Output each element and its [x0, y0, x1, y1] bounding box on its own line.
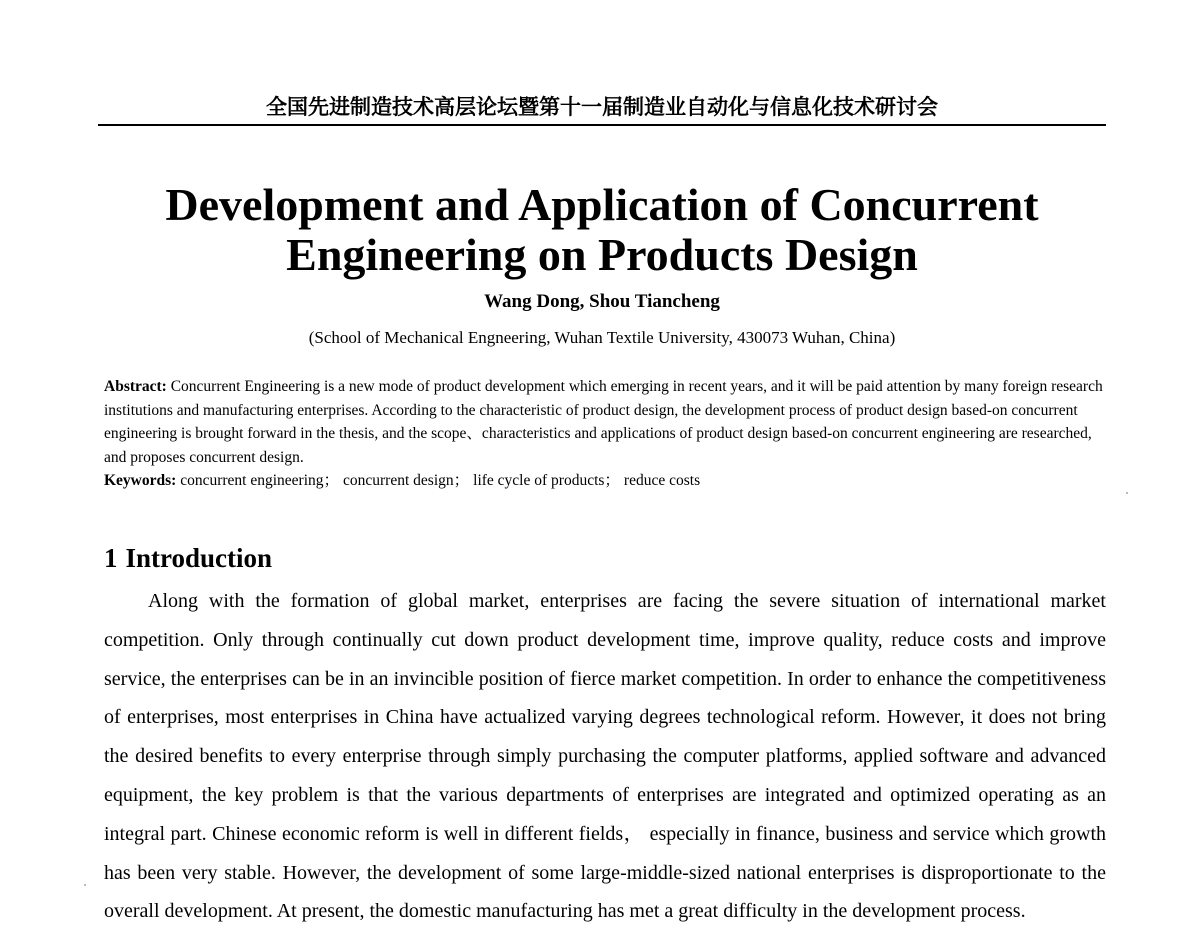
- keyword-item: reduce costs: [623, 472, 701, 489]
- keyword-item: concurrent engineering；: [180, 472, 340, 489]
- keyword-item: concurrent design；: [343, 472, 470, 489]
- affiliation: (School of Mechanical Engneering, Wuhan Textile University, 430073 Wuhan, China): [308, 328, 896, 347]
- conference-header: 全国先进制造技术高层论坛暨第十一届制造业自动化与信息化技术研讨会: [266, 95, 938, 119]
- title-line-1: Development and Application of Concurrent: [165, 179, 1039, 230]
- title-line-2: Engineering on Products Design: [286, 229, 918, 280]
- abstract-paragraph: [104, 375, 1104, 469]
- keywords-label: Keywords:: [104, 472, 177, 489]
- section-number: 1: [104, 543, 118, 573]
- paper-title: [98, 180, 1106, 280]
- body-text: [104, 582, 1106, 931]
- keyword-item: life cycle of products；: [473, 472, 620, 489]
- abstract-label: Abstract:: [104, 378, 167, 395]
- abstract-block: [104, 375, 1104, 493]
- section-title: Introduction: [125, 543, 273, 573]
- header-rule: [98, 124, 1106, 126]
- section-heading: [104, 540, 272, 576]
- body-paragraph: Along with the formation of global market, enterprises are facing the severe situation of international market competition. Only through continually cut down product development time, improve quality, reduce costs and improve service, the enterprises can be in an invincible position of fierce market competition. In order to enhance the competitiveness of enterprises, most enterprises in China have actualized varying degrees technological reform. However, it does not bring the desired benefits to every enterprise through simply purchasing the computer platforms, applied software and advanced equipment, the key problem is that the various departments of enterprises are integrated and optimized operating as an integral part. Chinese economic reform is well in different fields， especially in finance, business and service which growth has been very stable. However, the development of some large-middle-sized national enterprises is disproportionate to the overall development. At present, the domestic manufacturing has met a great difficulty in the development process.: [104, 590, 1106, 923]
- keywords-paragraph: [104, 469, 1104, 493]
- margin-speck: [1126, 492, 1128, 494]
- abstract-text: Concurrent Engineering is a new mode of product development which emerging in recent years, and it will be paid attention by many foreign research institutions and manufacturing enterprises. According to the characteristic of product design, the development process of product design based-on concurrent engineering is brought forward in the thesis, and the scope、characteristics and applications of product design based-on concurrent engineering are researched, and proposes concurrent design.: [104, 378, 1103, 466]
- margin-speck: [84, 884, 86, 886]
- authors: Wang Dong, Shou Tiancheng: [484, 291, 720, 312]
